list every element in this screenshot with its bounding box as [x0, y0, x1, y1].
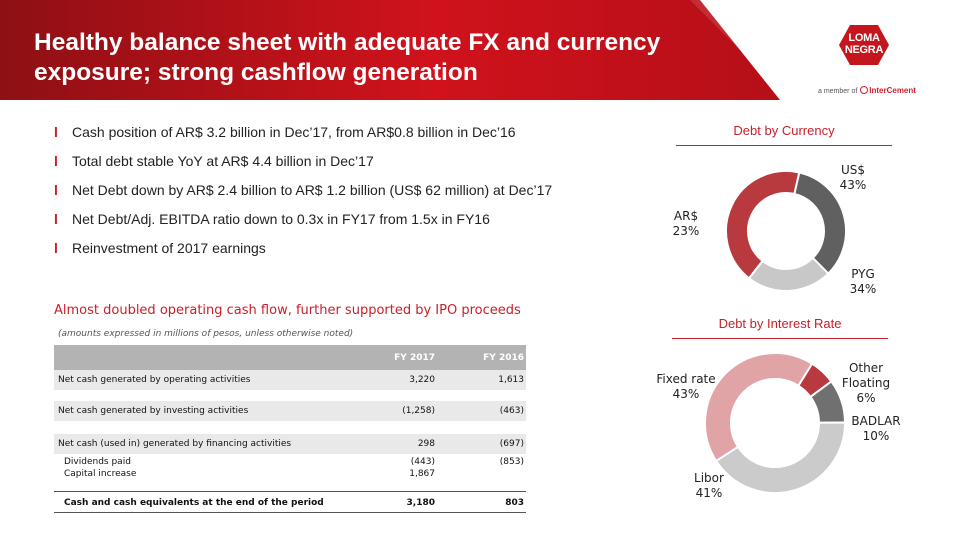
bullet-text: Net Debt down by AR$ 2.4 billion to AR$ 1.2 billion (US$ 62 million) at Dec’17 [72, 182, 553, 198]
slice-value-libor: 41% [695, 486, 723, 500]
cell-fy2017: (443) [410, 457, 435, 467]
page-title: Healthy balance sheet with adequate FX and currency exposure; strong cashflow generation [34, 29, 661, 86]
member-prefix: a member of [818, 88, 858, 95]
cell-fy2017: 3,180 [406, 498, 435, 508]
member-brand: InterCement [869, 86, 916, 95]
donut-slice-fixed-rate [705, 353, 812, 461]
cell-fy2016: (463) [499, 406, 524, 416]
slice-value-pyg: 34% [849, 282, 877, 296]
bullet-marker: l [54, 124, 58, 140]
donut-slice-libor [716, 423, 845, 493]
bullet-marker: l [54, 211, 58, 227]
slice-label-other-floating: Other [848, 361, 884, 375]
slice-value-us: 43% [839, 178, 867, 192]
cell-fy2016: (697) [499, 439, 524, 449]
chart-title-currency: Debt by Currency [733, 123, 835, 138]
slice-value-badlar: 10% [862, 429, 890, 443]
row-label: Net cash (used in) generated by financing activities [58, 439, 292, 449]
col-header-fy2016: FY 2016 [483, 353, 524, 363]
cell-fy2016: (853) [499, 457, 524, 467]
row-label: Net cash generated by operating activities [58, 375, 251, 385]
bullet-text: Cash position of AR$ 3.2 billion in Dec’17, from AR$0.8 billion in Dec’16 [72, 124, 516, 140]
chart-title-interest-rate: Debt by Interest Rate [718, 316, 842, 331]
bullet-marker: l [54, 240, 58, 256]
slice-label-badlar: BADLAR [851, 414, 901, 428]
slice-value-other-floating: 6% [856, 391, 876, 405]
bullet-text: Total debt stable YoY at AR$ 4.4 billion in Dec’17 [72, 153, 374, 169]
row-label: Net cash generated by investing activities [58, 406, 249, 416]
row-label: Capital increase [64, 469, 137, 479]
cell-fy2017: 1,867 [409, 469, 435, 479]
bullet-text: Reinvestment of 2017 earnings [72, 240, 266, 256]
bullet-marker: l [54, 182, 58, 198]
bullet-marker: l [54, 153, 58, 169]
logo-text-line2: NEGRA [844, 44, 884, 56]
col-header-fy2017: FY 2017 [394, 353, 435, 363]
donut-slice-pyg [794, 172, 846, 273]
cell-fy2017: 298 [417, 439, 435, 449]
bullet-text: Net Debt/Adj. EBITDA ratio down to 0.3x in FY17 from 1.5x in FY16 [72, 211, 490, 227]
cashflow-subtitle: Almost doubled operating cash flow, further supported by IPO proceeds [54, 303, 521, 318]
slice-label-other-floating: Floating [841, 376, 891, 390]
cell-fy2017: 3,220 [409, 375, 435, 385]
slice-label-ar: AR$ [673, 209, 699, 223]
slice-label-fixed-rate: Fixed rate [656, 372, 716, 386]
cell-fy2017: (1,258) [402, 406, 435, 416]
cell-fy2016: 1,613 [498, 375, 524, 385]
slice-label-pyg: PYG [851, 267, 875, 281]
row-label: Dividends paid [64, 457, 131, 467]
cell-fy2016: 803 [505, 498, 524, 508]
slice-value-fixed-rate: 43% [672, 387, 700, 401]
slice-value-ar: 23% [672, 224, 700, 238]
cashflow-note: (amounts expressed in millions of pesos, unless otherwise noted) [58, 329, 354, 339]
slice-label-libor: Libor [694, 471, 724, 485]
donut-slice-ar [749, 258, 828, 291]
slice-label-us: US$ [840, 163, 866, 177]
row-label: Cash and cash equivalents at the end of the period [64, 498, 324, 508]
logo-text-line1: LOMA [848, 32, 880, 44]
